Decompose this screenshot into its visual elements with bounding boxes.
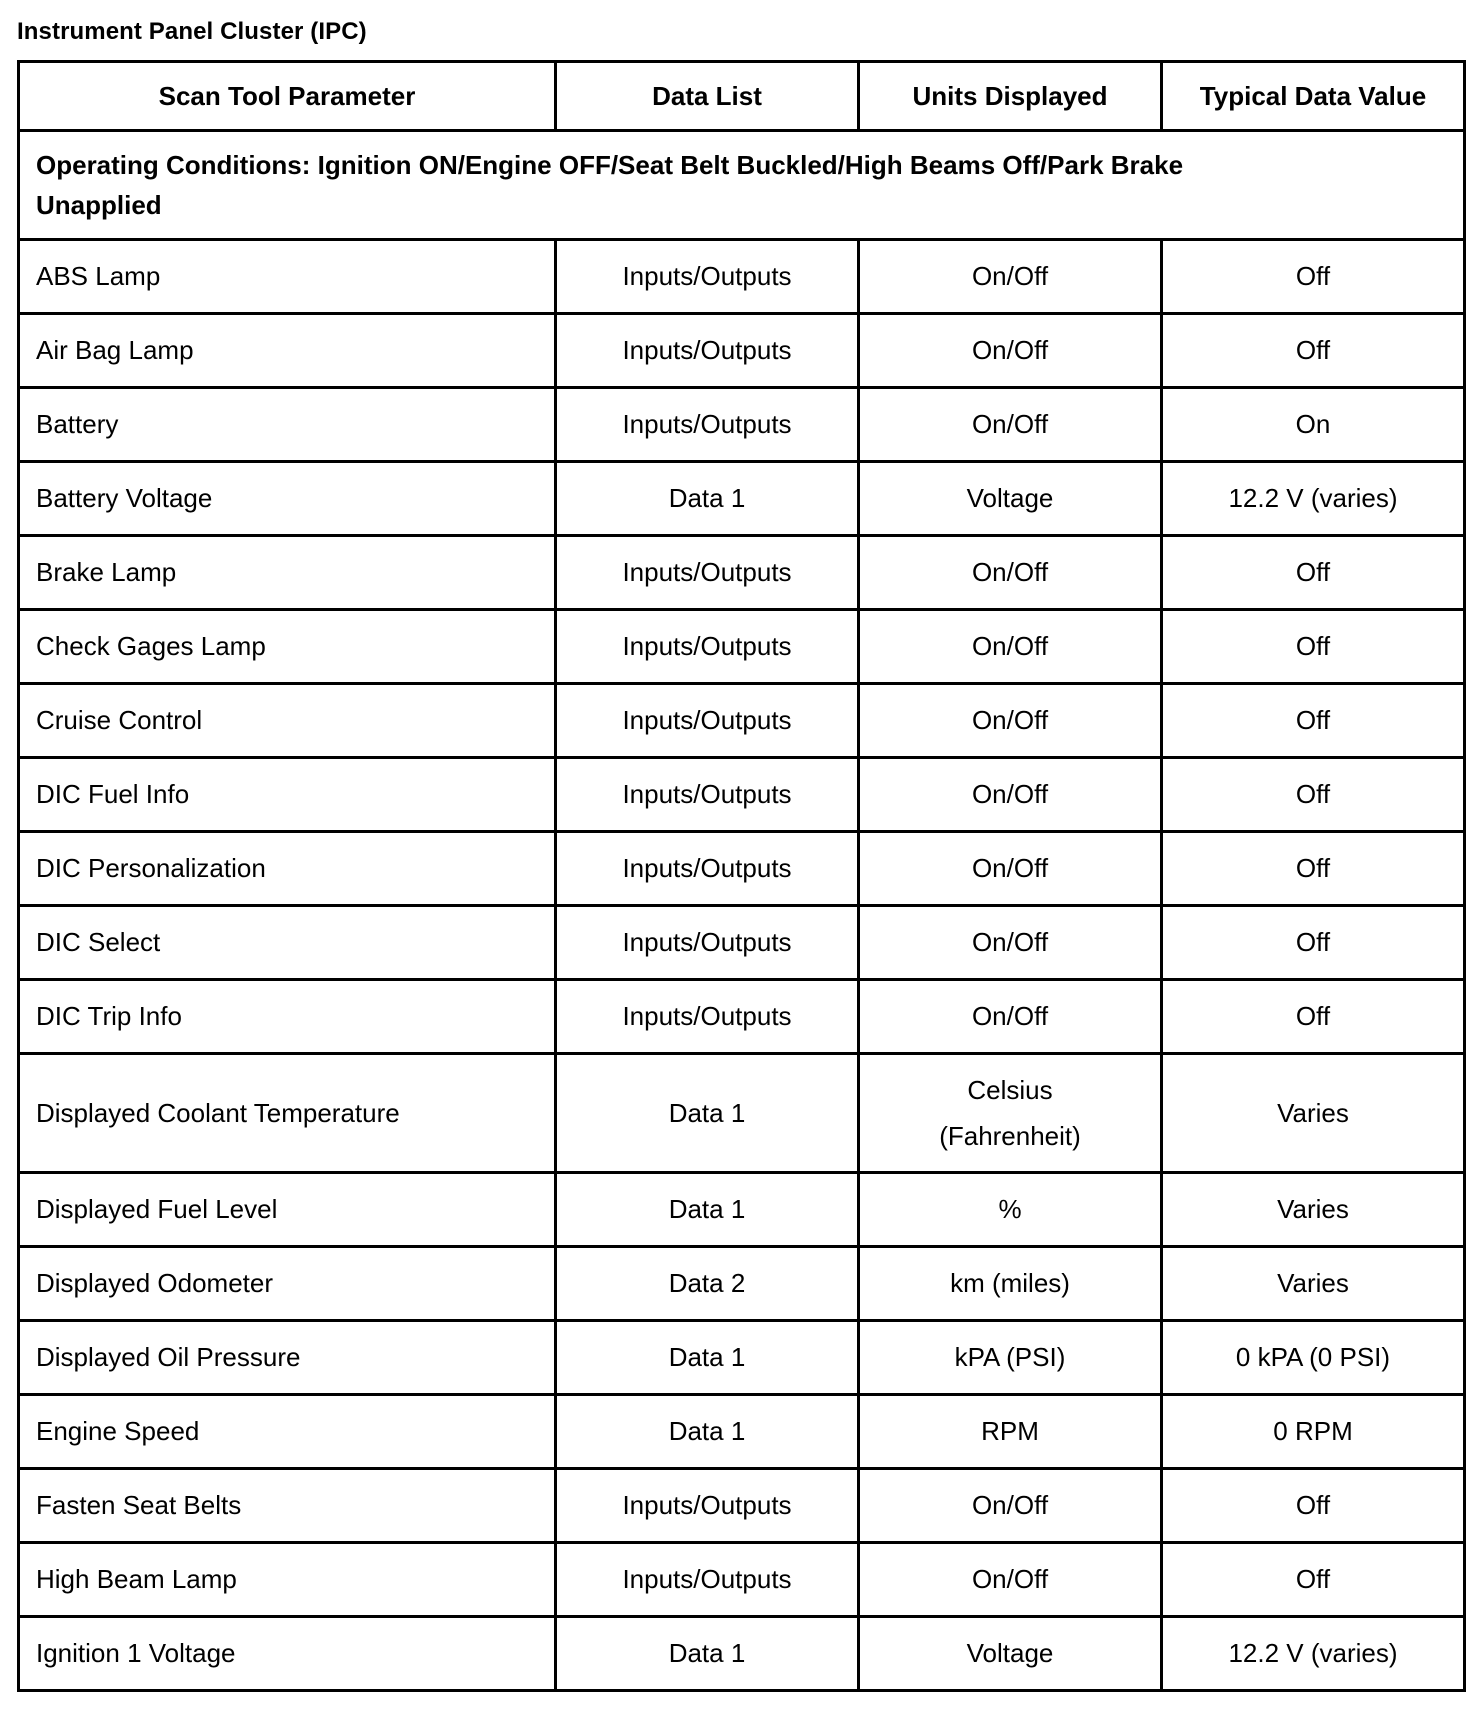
header-typical-data-value: Typical Data Value bbox=[1162, 62, 1465, 131]
operating-conditions-row bbox=[19, 131, 1465, 240]
cell-data-list: Inputs/Outputs bbox=[556, 314, 859, 388]
cell-value: 0 RPM bbox=[1162, 1395, 1465, 1469]
cell-value: Off bbox=[1162, 1543, 1465, 1617]
cell-units: On/Off bbox=[859, 906, 1162, 980]
cell-data-list: Inputs/Outputs bbox=[556, 758, 859, 832]
cell-data-list: Data 1 bbox=[556, 1617, 859, 1691]
table-row bbox=[19, 832, 1465, 906]
table-row bbox=[19, 1321, 1465, 1395]
table-row bbox=[19, 758, 1465, 832]
cell-value: 0 kPA (0 PSI) bbox=[1162, 1321, 1465, 1395]
header-units-displayed: Units Displayed bbox=[859, 62, 1162, 131]
cell-units: On/Off bbox=[859, 536, 1162, 610]
cell-parameter: ABS Lamp bbox=[19, 240, 556, 314]
cell-value: 12.2 V (varies) bbox=[1162, 462, 1465, 536]
cell-value: Off bbox=[1162, 684, 1465, 758]
table-row bbox=[19, 906, 1465, 980]
table-row bbox=[19, 1173, 1465, 1247]
cell-value: Off bbox=[1162, 536, 1465, 610]
cell-units: % bbox=[859, 1173, 1162, 1247]
cell-data-list: Data 1 bbox=[556, 1395, 859, 1469]
cell-units: On/Off bbox=[859, 758, 1162, 832]
document-title: Instrument Panel Cluster (IPC) bbox=[17, 18, 367, 45]
cell-data-list: Inputs/Outputs bbox=[556, 240, 859, 314]
cell-units: Voltage bbox=[859, 462, 1162, 536]
cell-value: Off bbox=[1162, 906, 1465, 980]
cell-units: On/Off bbox=[859, 684, 1162, 758]
cell-parameter: Ignition 1 Voltage bbox=[19, 1617, 556, 1691]
cell-parameter: High Beam Lamp bbox=[19, 1543, 556, 1617]
table-row bbox=[19, 1247, 1465, 1321]
cell-data-list: Inputs/Outputs bbox=[556, 684, 859, 758]
cell-data-list: Inputs/Outputs bbox=[556, 388, 859, 462]
units-line-2: (Fahrenheit) bbox=[939, 1121, 1081, 1151]
table-row bbox=[19, 1469, 1465, 1543]
cell-data-list: Inputs/Outputs bbox=[556, 980, 859, 1054]
cell-data-list: Inputs/Outputs bbox=[556, 906, 859, 980]
table-row bbox=[19, 1543, 1465, 1617]
cell-value: 12.2 V (varies) bbox=[1162, 1617, 1465, 1691]
cell-parameter: Battery Voltage bbox=[19, 462, 556, 536]
cell-value: Off bbox=[1162, 832, 1465, 906]
cell-units: On/Off bbox=[859, 610, 1162, 684]
cell-value: Varies bbox=[1162, 1054, 1465, 1173]
cell-units: Voltage bbox=[859, 1617, 1162, 1691]
table-row bbox=[19, 314, 1465, 388]
cell-value: On bbox=[1162, 388, 1465, 462]
cell-data-list: Inputs/Outputs bbox=[556, 1543, 859, 1617]
cell-units: kPA (PSI) bbox=[859, 1321, 1162, 1395]
ipc-data-table bbox=[17, 60, 1466, 1692]
cell-data-list: Data 1 bbox=[556, 462, 859, 536]
cell-value: Off bbox=[1162, 980, 1465, 1054]
header-data-list: Data List bbox=[556, 62, 859, 131]
table-row bbox=[19, 1054, 1465, 1173]
cell-value: Off bbox=[1162, 1469, 1465, 1543]
cell-value: Off bbox=[1162, 610, 1465, 684]
cell-parameter: Cruise Control bbox=[19, 684, 556, 758]
cell-parameter: Check Gages Lamp bbox=[19, 610, 556, 684]
table-row bbox=[19, 388, 1465, 462]
cell-units: On/Off bbox=[859, 388, 1162, 462]
cell-value: Varies bbox=[1162, 1173, 1465, 1247]
table-row bbox=[19, 980, 1465, 1054]
table-row bbox=[19, 684, 1465, 758]
header-row bbox=[19, 62, 1465, 131]
cell-parameter: Fasten Seat Belts bbox=[19, 1469, 556, 1543]
cell-value: Off bbox=[1162, 240, 1465, 314]
cell-parameter: Battery bbox=[19, 388, 556, 462]
table-row bbox=[19, 462, 1465, 536]
cell-data-list: Data 2 bbox=[556, 1247, 859, 1321]
cell-parameter: Displayed Coolant Temperature bbox=[19, 1054, 556, 1173]
cell-units: On/Off bbox=[859, 980, 1162, 1054]
cell-units: On/Off bbox=[859, 1469, 1162, 1543]
table-row bbox=[19, 610, 1465, 684]
cell-units: RPM bbox=[859, 1395, 1162, 1469]
cell-value: Varies bbox=[1162, 1247, 1465, 1321]
cell-value: Off bbox=[1162, 758, 1465, 832]
cell-parameter: Displayed Odometer bbox=[19, 1247, 556, 1321]
cell-parameter: DIC Trip Info bbox=[19, 980, 556, 1054]
table-row bbox=[19, 240, 1465, 314]
cell-data-list: Inputs/Outputs bbox=[556, 536, 859, 610]
cell-data-list: Data 1 bbox=[556, 1054, 859, 1173]
cell-data-list: Data 1 bbox=[556, 1173, 859, 1247]
cell-parameter: Air Bag Lamp bbox=[19, 314, 556, 388]
cell-parameter: DIC Select bbox=[19, 906, 556, 980]
cell-units: km (miles) bbox=[859, 1247, 1162, 1321]
cell-data-list: Inputs/Outputs bbox=[556, 610, 859, 684]
cell-units: On/Off bbox=[859, 314, 1162, 388]
cell-data-list: Inputs/Outputs bbox=[556, 1469, 859, 1543]
cell-parameter: DIC Personalization bbox=[19, 832, 556, 906]
cell-units: On/Off bbox=[859, 832, 1162, 906]
cell-data-list: Data 1 bbox=[556, 1321, 859, 1395]
cell-data-list: Inputs/Outputs bbox=[556, 832, 859, 906]
cell-units: On/Off bbox=[859, 240, 1162, 314]
cell-units bbox=[859, 1054, 1162, 1173]
table-row bbox=[19, 536, 1465, 610]
cell-parameter: Engine Speed bbox=[19, 1395, 556, 1469]
cell-parameter: DIC Fuel Info bbox=[19, 758, 556, 832]
operating-conditions: Operating Conditions: Ignition ON/Engine OFF/Seat Belt Buckled/High Beams Off/Park Brake Unapplied bbox=[19, 131, 1465, 240]
cell-parameter: Displayed Fuel Level bbox=[19, 1173, 556, 1247]
units-line-1: Celsius bbox=[967, 1075, 1053, 1105]
table-row bbox=[19, 1395, 1465, 1469]
cell-value: Off bbox=[1162, 314, 1465, 388]
header-scan-tool-parameter: Scan Tool Parameter bbox=[19, 62, 556, 131]
table-row bbox=[19, 1617, 1465, 1691]
cell-parameter: Displayed Oil Pressure bbox=[19, 1321, 556, 1395]
cell-units: On/Off bbox=[859, 1543, 1162, 1617]
cell-parameter: Brake Lamp bbox=[19, 536, 556, 610]
